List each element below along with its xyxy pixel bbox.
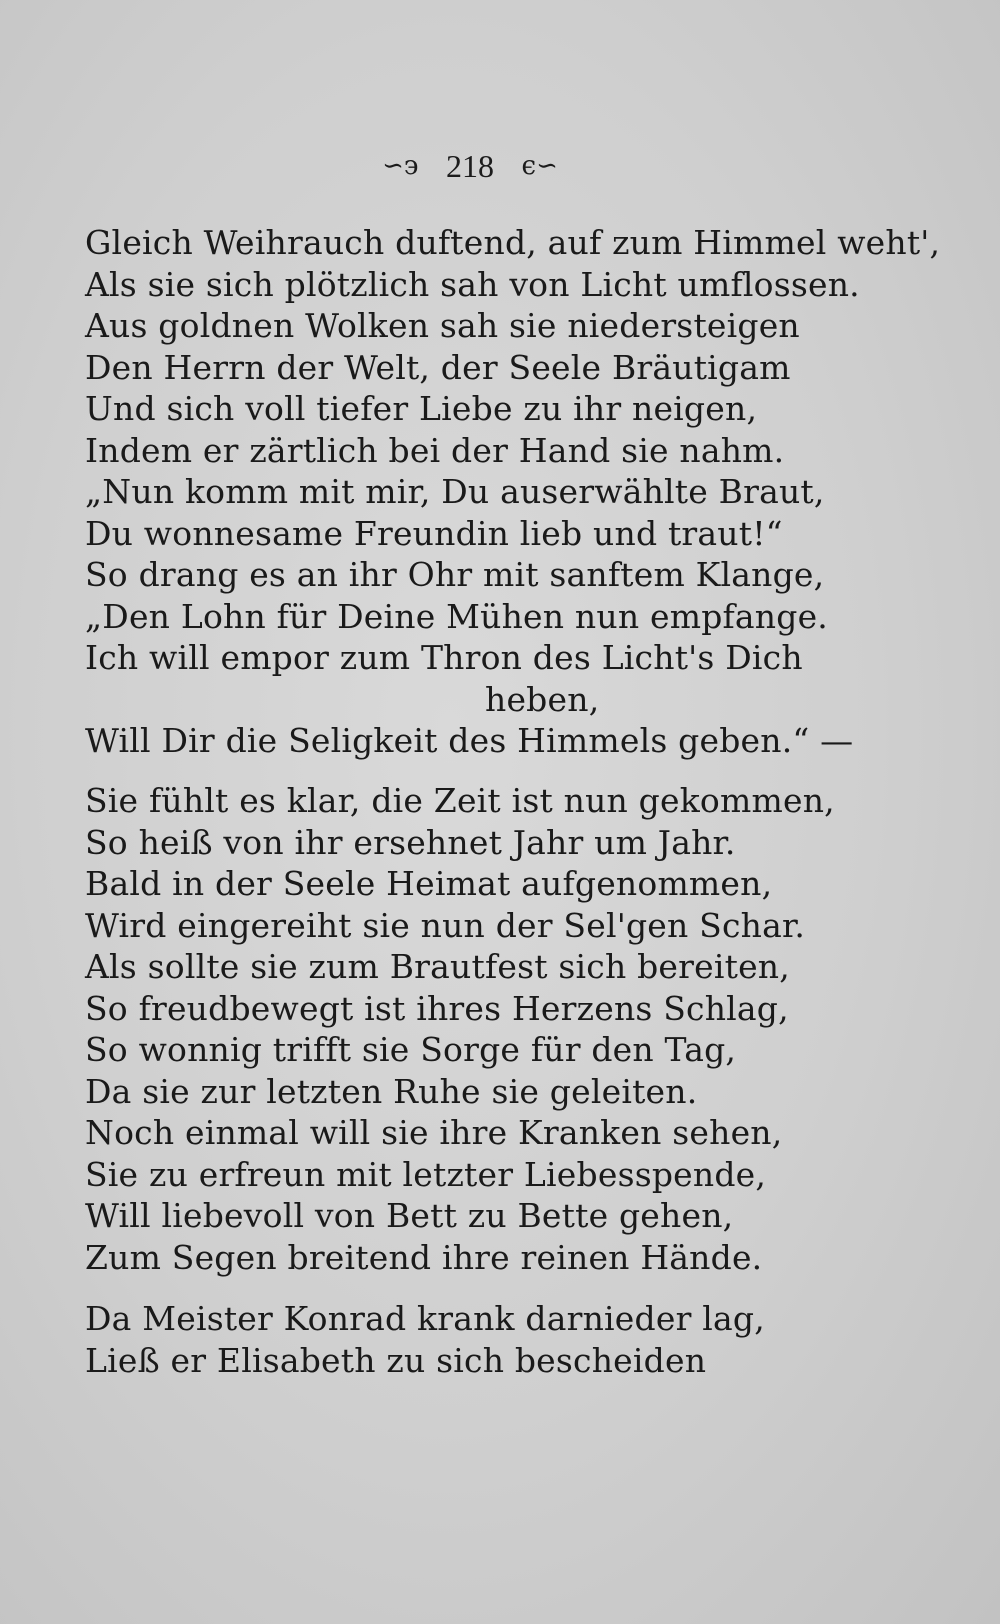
verse-line: Zum Segen breitend ihre reinen Hände. — [85, 1237, 763, 1277]
verse-line: Bald in der Seele Heimat aufgenommen, — [85, 864, 773, 903]
stanza-2 — [85, 780, 845, 1278]
verse-line-continuation: heben, — [485, 679, 600, 719]
verse-line: Noch einmal will sie ihre Kranken sehen, — [85, 1113, 783, 1152]
verse-line: Als sollte sie zum Brautfest sich bereiten, — [85, 947, 790, 986]
verse-line: So wonnig trifft sie Sorge für den Tag, — [85, 1030, 737, 1069]
verse-line: Aus goldnen Wolken sah sie niedersteigen — [85, 306, 800, 345]
verse-line: Will liebevoll von Bett zu Bette gehen, — [85, 1196, 734, 1235]
verse-line: Wird eingereiht sie nun der Sel'gen Schar. — [85, 905, 806, 945]
verse-line: Da sie zur letzten Ruhe sie geleiten. — [85, 1071, 698, 1111]
page-number: 218 — [446, 148, 494, 184]
stanza-1 — [85, 222, 941, 762]
verse-line: „Nun komm mit mir, Du auserwählte Braut, — [85, 472, 825, 511]
ornament-left: ∽϶ — [382, 151, 419, 181]
verse-line: Und sich voll tiefer Liebe zu ihr neigen, — [85, 389, 758, 428]
stanza-3 — [85, 1298, 845, 1381]
verse-line: So drang es an ihr Ohr mit sanftem Klange, — [85, 555, 825, 594]
verse-line: Sie fühlt es klar, die Zeit ist nun gekommen, — [85, 781, 835, 820]
verse-line: So heiß von ihr ersehnet Jahr um Jahr. — [85, 822, 736, 862]
verse-line: „Den Lohn für Deine Mühen nun empfange. — [85, 596, 829, 636]
verse-line: Den Herrn der Welt, der Seele Bräutigam — [85, 347, 791, 387]
verse-line: Sie zu erfreun mit letzter Liebesspende, — [85, 1154, 767, 1194]
verse-line: Als sie sich plötzlich sah von Licht umflossen. — [85, 264, 860, 304]
verse-line: Gleich Weihrauch duftend, auf zum Himmel weht', — [85, 223, 941, 262]
verse-line: Indem er zärtlich bei der Hand sie nahm. — [85, 430, 785, 470]
verse-line: Will Dir die Seligkeit des Himmels geben.“ — — [85, 721, 854, 760]
verse-line: Ließ er Elisabeth zu sich bescheiden — [85, 1340, 707, 1380]
verse-line: So freudbewegt ist ihres Herzens Schlag, — [85, 988, 789, 1028]
ornament-right: ϵ∽ — [521, 151, 558, 181]
verse-line: Da Meister Konrad krank darnieder lag, — [85, 1299, 765, 1338]
verse-line: Du wonnesame Freundin lieb und traut!“ — [85, 513, 783, 553]
verse-line: Ich will empor zum Thron des Licht's Dich — [85, 638, 803, 677]
page-header — [0, 145, 940, 186]
